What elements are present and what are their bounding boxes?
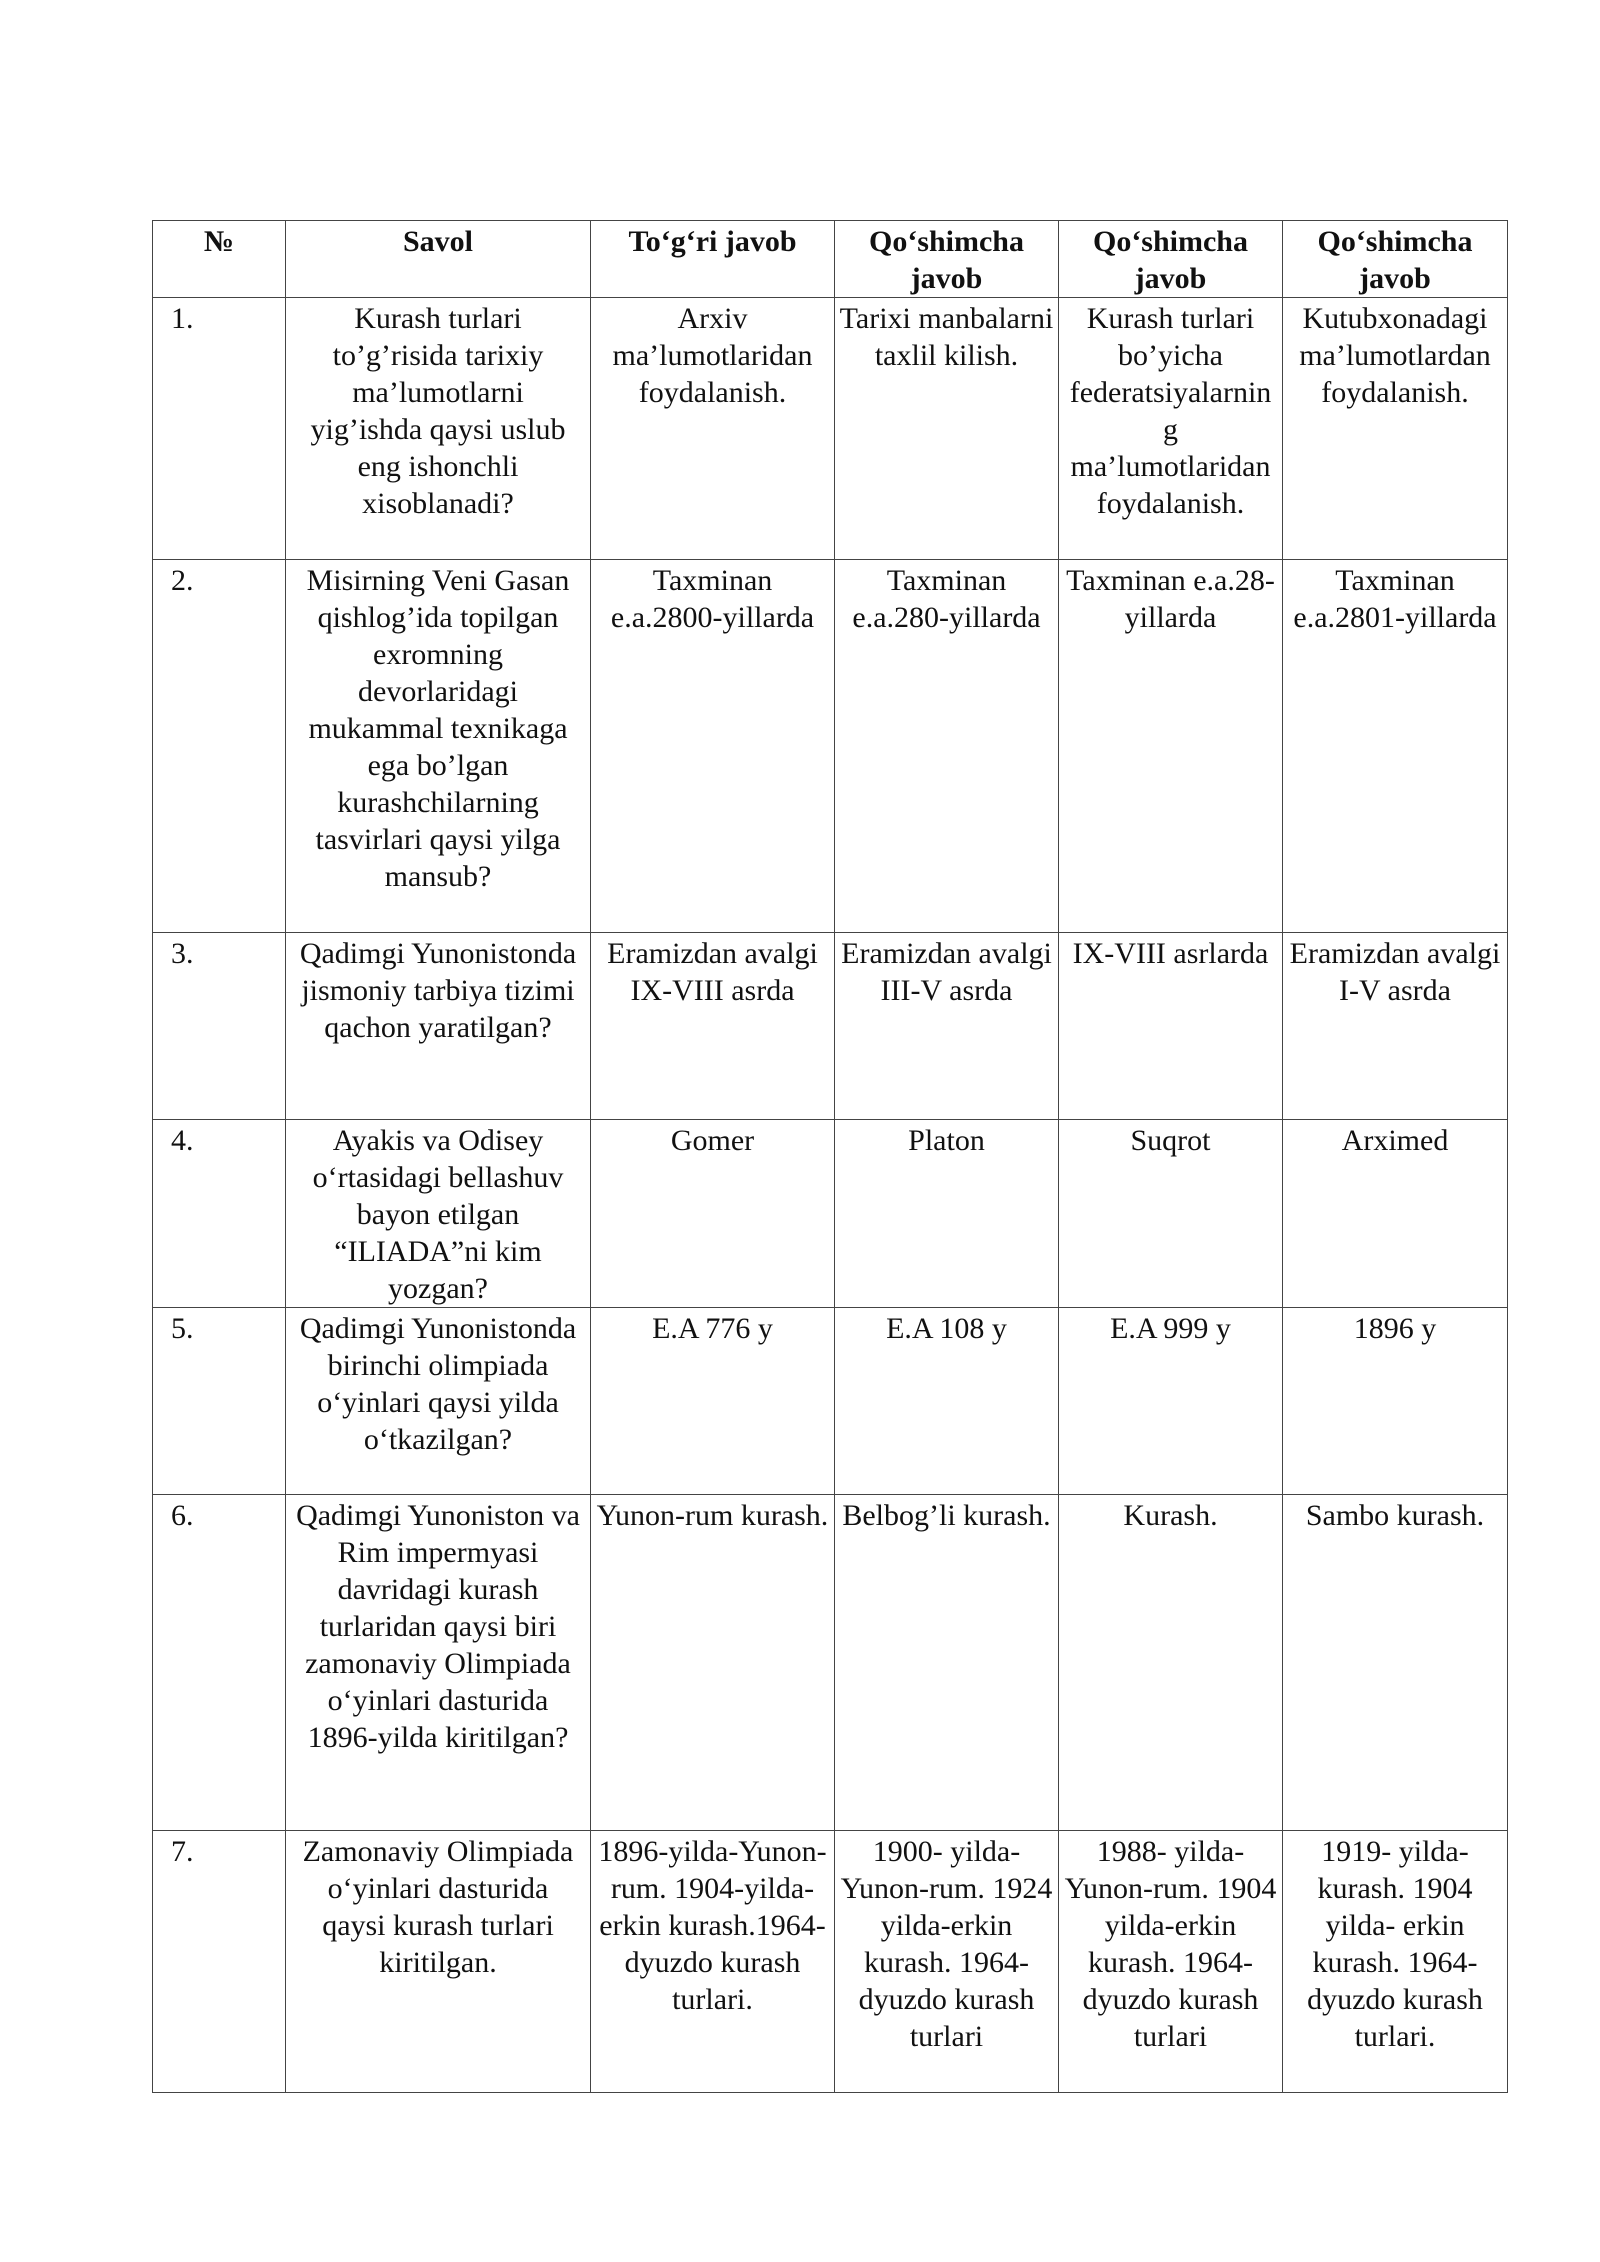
extra-answer-cell: Arximed (1283, 1120, 1508, 1308)
header-number: № (153, 221, 286, 298)
question-cell: Misirning Veni Gasan qishlog’ida topilgan exromning devorlaridagi mukammal texnikaga ega bo’lgan kurashchilarning tasvirlari qaysi yilga mansub? (286, 560, 591, 933)
extra-answer-cell: Kutubxonadagi ma’lumotlardan foydalanish. (1283, 298, 1508, 560)
quiz-table (152, 220, 1508, 2093)
extra-answer-cell: 1896 y (1283, 1308, 1508, 1495)
row-number: 3. (153, 933, 286, 1120)
table-row (153, 298, 1508, 560)
extra-answer-cell: Platon (835, 1120, 1059, 1308)
correct-answer-cell: Gomer (591, 1120, 835, 1308)
row-number: 7. (153, 1831, 286, 2093)
row-number: 1. (153, 298, 286, 560)
header-extra-answer-2: Qo‘shimcha javob (1059, 221, 1283, 298)
row-number: 6. (153, 1495, 286, 1831)
extra-answer-cell: 1900- yilda-Yunon-rum. 1924 yilda-erkin kurash. 1964-dyuzdo kurash turlari (835, 1831, 1059, 2093)
table-body (153, 298, 1508, 2093)
header-correct-answer: To‘g‘ri javob (591, 221, 835, 298)
table-row (153, 1831, 1508, 2093)
extra-answer-cell: IX-VIII asrlarda (1059, 933, 1283, 1120)
table-row (153, 1120, 1508, 1308)
extra-answer-cell: Kurash turlari bo’yicha federatsiyalarning ma’lumotlaridan foydalanish. (1059, 298, 1283, 560)
question-cell: Qadimgi Yunonistonda jismoniy tarbiya tizimi qachon yaratilgan? (286, 933, 591, 1120)
correct-answer-cell: E.A 776 y (591, 1308, 835, 1495)
table-row (153, 1308, 1508, 1495)
extra-answer-cell: Eramizdan avalgi I-V asrda (1283, 933, 1508, 1120)
extra-answer-cell: Tarixi manbalarni taxlil kilish. (835, 298, 1059, 560)
table-row (153, 560, 1508, 933)
correct-answer-cell: 1896-yilda-Yunon-rum. 1904-yilda-erkin kurash.1964-dyuzdo kurash turlari. (591, 1831, 835, 2093)
header-row (153, 221, 1508, 298)
table-row (153, 933, 1508, 1120)
extra-answer-cell: Suqrot (1059, 1120, 1283, 1308)
correct-answer-cell: Eramizdan avalgi IX-VIII asrda (591, 933, 835, 1120)
extra-answer-cell: Taxminan e.a.280-yillarda (835, 560, 1059, 933)
row-number: 5. (153, 1308, 286, 1495)
header-extra-answer-1: Qo‘shimcha javob (835, 221, 1059, 298)
table-header (153, 221, 1508, 298)
question-cell: Kurash turlari to’g’risida tarixiy ma’lumotlarni yig’ishda qaysi uslub eng ishonchli xisoblanadi? (286, 298, 591, 560)
correct-answer-cell: Taxminan e.a.2800-yillarda (591, 560, 835, 933)
extra-answer-cell: Belbog’li kurash. (835, 1495, 1059, 1831)
correct-answer-cell: Yunon-rum kurash. (591, 1495, 835, 1831)
header-question: Savol (286, 221, 591, 298)
extra-answer-cell: 1919- yilda-kurash. 1904 yilda- erkin kurash. 1964-dyuzdo kurash turlari. (1283, 1831, 1508, 2093)
extra-answer-cell: 1988- yilda-Yunon-rum. 1904 yilda-erkin kurash. 1964-dyuzdo kurash turlari (1059, 1831, 1283, 2093)
extra-answer-cell: E.A 108 y (835, 1308, 1059, 1495)
extra-answer-cell: Taxminan e.a.2801-yillarda (1283, 560, 1508, 933)
table-row (153, 1495, 1508, 1831)
extra-answer-cell: Taxminan e.a.28- yillarda (1059, 560, 1283, 933)
question-cell: Ayakis va Odisey o‘rtasidagi bellashuv bayon etilgan “ILIADA”ni kim yozgan? (286, 1120, 591, 1308)
header-extra-answer-3: Qo‘shimcha javob (1283, 221, 1508, 298)
correct-answer-cell: Arxiv ma’lumotlaridan foydalanish. (591, 298, 835, 560)
row-number: 4. (153, 1120, 286, 1308)
question-cell: Qadimgi Yunoniston va Rim impermyasi davridagi kurash turlaridan qaysi biri zamonaviy Olimpiada o‘yinlari dasturida 1896-yilda kiritilgan? (286, 1495, 591, 1831)
question-cell: Qadimgi Yunonistonda birinchi olimpiada o‘yinlari qaysi yilda o‘tkazilgan? (286, 1308, 591, 1495)
extra-answer-cell: Eramizdan avalgi III-V asrda (835, 933, 1059, 1120)
row-number: 2. (153, 560, 286, 933)
extra-answer-cell: E.A 999 y (1059, 1308, 1283, 1495)
question-cell: Zamonaviy Olimpiada o‘yinlari dasturida qaysi kurash turlari kiritilgan. (286, 1831, 591, 2093)
extra-answer-cell: Sambo kurash. (1283, 1495, 1508, 1831)
extra-answer-cell: Kurash. (1059, 1495, 1283, 1831)
